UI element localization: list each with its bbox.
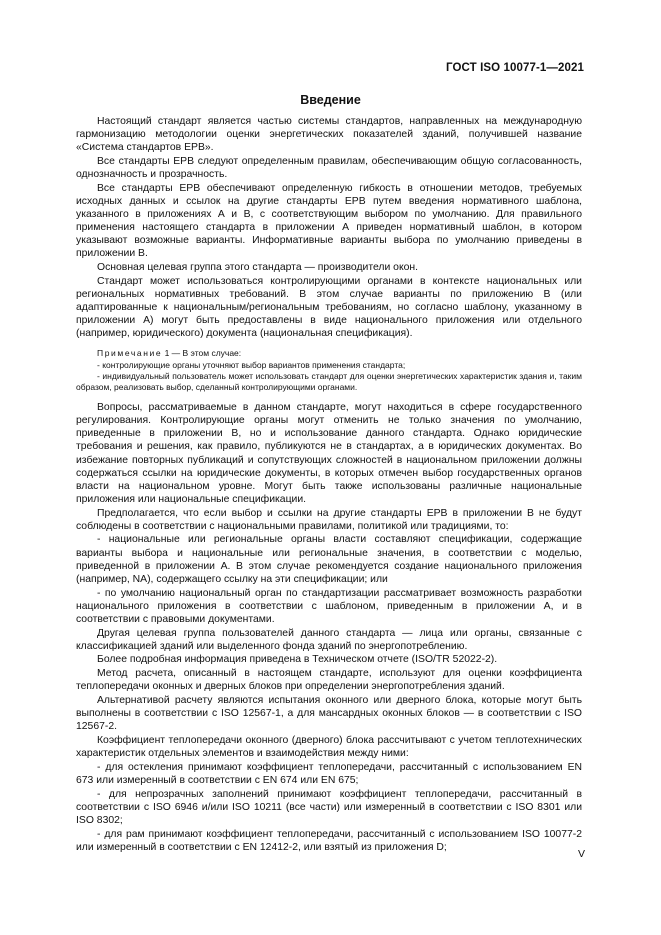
paragraph: Стандарт может использоваться контролирующими органами в контексте национальных или региональных нормативных требований. В этом случае варианты по приложению В (или адаптированные к национальным/региональным требованиям, но согласно шаблону, указанному в приложении А) могут быть предоставлены в виде национального приложения или отдельного (например, юридического) документа (национальная спецификация).: [76, 275, 582, 340]
section-title: Введение: [300, 93, 361, 107]
note-block: [76, 348, 582, 393]
paragraph: Более подробная информация приведена в Техническом отчете (ISO/TR 52022-2).: [97, 654, 498, 666]
note-first-line: 1 — В этом случае:: [164, 348, 242, 359]
list-item: - по умолчанию национальный орган по стандартизации рассматривает возможность разработки национального приложения в соответствии с шаблоном, приведенным в приложении А, и в соответствии с правовыми документами.: [76, 587, 582, 625]
list-item: - национальные или региональные органы власти составляют спецификации, содержащие варианты выбора и национальные или региональные значения, в соответствии с моделью, приведенной в приложении А. В этом случае рекомендуется создание национального приложения (например, NA), содержащего ссылку на эти спецификации; или: [76, 534, 582, 585]
paragraph: Основная целевая группа этого стандарта — производители окон.: [97, 262, 419, 274]
paragraph: Все стандарты ЕРВ обеспечивают определенную гибкость в отношении методов, требуемых исходных данных и ссылок на другие стандарты ЕРВ путем введения нормативного шаблона, указанного в приложениях А и В, с соответствующим выбором по умолчанию. Для правильного применения настоящего стандарта в приложении А приведен нормативный шаблон, в котором указывают возможные варианты. Информативные варианты выбора по умолчанию приведены в приложении В.: [76, 182, 582, 260]
paragraph: Вопросы, рассматриваемые в данном стандарте, могут находиться в сфере государственного регулирования. Контролирующие органы могут отменить не только значения по умолчанию, приведенные в приложении В, но и использование данного стандарта. Однако юридические требования и решения, как правило, публикуются не в стандартах, а в юридических документах. Во избежание повторных публикаций и сопутствующих сложностей в национальном приложении должны содержаться ссылки на юридические документы, в которых отмечен выбор государственных органов власти на национальном уровне. Могут быть также использованы различные национальные приложения или национальные спецификации.: [76, 402, 582, 505]
standard-header: ГОСТ ISO 10077-1—2021: [446, 62, 584, 74]
paragraph: Предполагается, что если выбор и ссылки на другие стандарты ЕРВ в приложении В не будут соблюдены в соответствии с национальными правилами, политикой или традициями, то:: [76, 507, 582, 532]
list-item: - для рам принимают коэффициент теплопередачи, рассчитанный с использованием ISO 10077-2 или измеренный в соответствии с EN 12412-2, или взятый из приложения D;: [76, 828, 582, 853]
body-text: [76, 115, 582, 855]
list-item: - для непрозрачных заполнений принимают коэффициент теплопередачи, рассчитанный в соответствии с ISO 6946 и/или ISO 10211 (все части) или измеренный в соответствии с ISO 8301 или ISO 8302;: [76, 788, 582, 826]
list-item: - для остекления принимают коэффициент теплопередачи, рассчитанный с использованием EN 673 или измеренный в соответствии с EN 674 или EN 675;: [76, 761, 582, 786]
paragraph: Другая целевая группа пользователей данного стандарта — лица или органы, связанные с классификацией зданий или выделенного фонда зданий по энергопотреблению.: [76, 627, 582, 652]
note-label: Примечание: [97, 348, 163, 359]
note-item: - индивидуальный пользователь может использовать стандарт для оценки энергетических характеристик здания и, таким образом, реализовать выбор, сделанный контролирующими органами.: [76, 370, 582, 392]
paragraph: Альтернативой расчету являются испытания оконного или дверного блока, которые могут быть выполнены в соответствии с ISO 12567-1, а для мансардных оконных блоков — в соответствии с ISO 12567-2.: [76, 695, 582, 733]
paragraph: Метод расчета, описанный в настоящем стандарте, используют для оценки коэффициента теплопередачи оконных и дверных блоков при определении энергопотребления зданий.: [76, 668, 582, 693]
paragraph: Все стандарты ЕРВ следуют определенным правилам, обеспечивающим общую согласованность, однозначность и прозрачность.: [76, 155, 582, 181]
note-item: - контролирующие органы уточняют выбор вариантов применения стандарта;: [97, 359, 406, 370]
paragraph: Коэффициент теплопередачи оконного (дверного) блока рассчитывают с учетом теплотехнических характеристик отдельных элементов и взаимодействия между ними:: [76, 735, 582, 760]
paragraph: Настоящий стандарт является частью системы стандартов, направленных на международную гармонизацию методологии оценки энергетических показателей зданий, получившей название «Система стандартов ЕРВ».: [76, 116, 582, 154]
page-number: V: [577, 848, 585, 860]
